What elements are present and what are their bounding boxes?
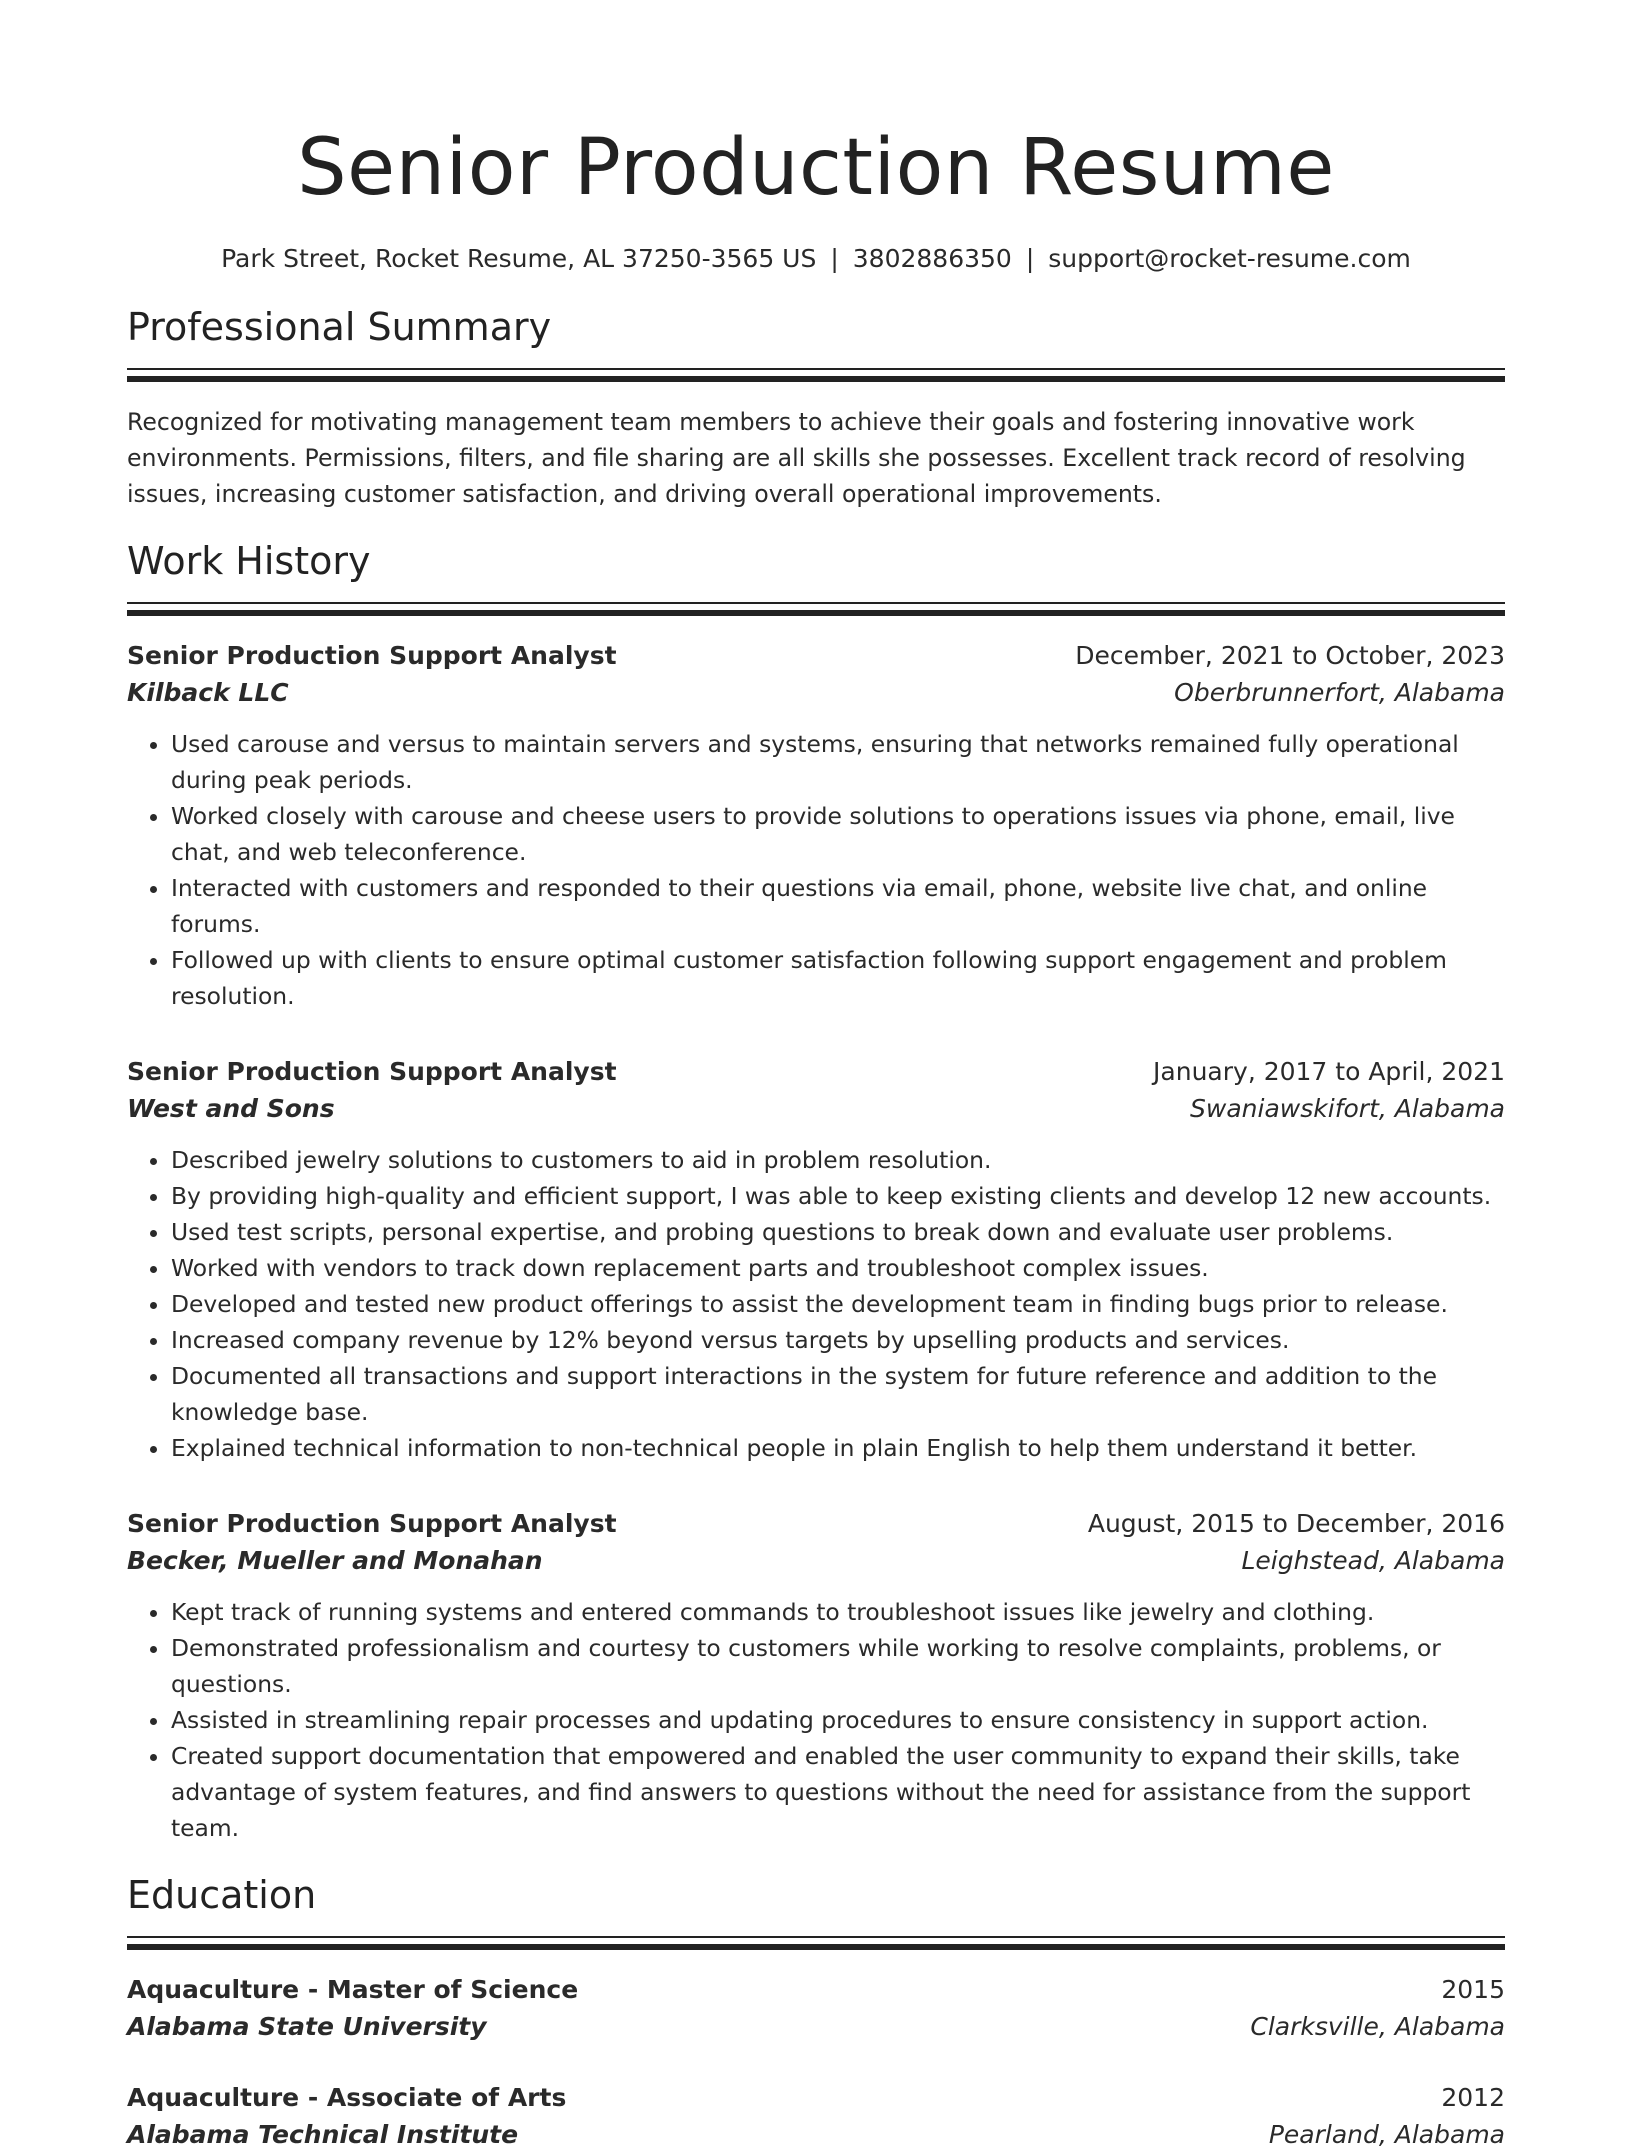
job-dates: January, 2017 to April, 2021 bbox=[1153, 1057, 1505, 1086]
section-divider bbox=[127, 1936, 1505, 1950]
job-dates: December, 2021 to October, 2023 bbox=[1075, 641, 1505, 670]
job-bullet: • Assisted in streamlining repair processes and updating procedures to ensure consistency in support action. bbox=[171, 1702, 1505, 1738]
education-location: Clarksville, Alabama bbox=[1250, 2012, 1505, 2041]
section-divider bbox=[127, 602, 1505, 616]
job-bullet: • Kept track of running systems and entered commands to troubleshoot issues like jewelry and clothing. bbox=[171, 1594, 1505, 1630]
job-bullet: • Explained technical information to non-technical people in plain English to help them understand it better. bbox=[171, 1430, 1505, 1466]
summary-text: Recognized for motivating management team members to achieve their goals and fostering innovative work environments. Permissions, filters, and file sharing are all skills she possesses. Excellent track record of resolving issues, increasing customer satisfaction, and driving overall operational improvements. bbox=[127, 408, 1466, 508]
job-entry bbox=[127, 638, 1505, 1014]
job-bullets bbox=[127, 1142, 1505, 1466]
summary-section bbox=[127, 304, 1505, 512]
job-company: Becker, Mueller and Monahan bbox=[127, 1546, 543, 1575]
job-company: West and Sons bbox=[127, 1094, 335, 1123]
education-degree: Aquaculture - Associate of Arts bbox=[127, 2083, 567, 2112]
contact-separator: | bbox=[830, 244, 839, 273]
job-bullet: • Created support documentation that empowered and enabled the user community to expand their skills, take advantage of system features, and find answers to questions without the need for assistance from the support team. bbox=[171, 1738, 1505, 1846]
section-title-summary: Professional Summary bbox=[127, 305, 552, 349]
job-bullet: • Interacted with customers and responded to their questions via email, phone, website live chat, and online forums. bbox=[171, 870, 1505, 942]
job-location: Swaniawskifort, Alabama bbox=[1190, 1094, 1505, 1123]
job-bullet: • Documented all transactions and support interactions in the system for future reference and addition to the knowledge base. bbox=[171, 1358, 1505, 1430]
job-bullet: • Worked closely with carouse and cheese users to provide solutions to operations issues via phone, email, live chat, and web teleconference. bbox=[171, 798, 1505, 870]
job-bullets bbox=[127, 726, 1505, 1014]
education-entry bbox=[127, 1972, 1505, 2046]
contact-phone: 3802886350 bbox=[852, 244, 1012, 273]
resume-title: Senior Production Resume bbox=[297, 123, 1335, 213]
job-bullet: • Described jewelry solutions to customers to aid in problem resolution. bbox=[171, 1142, 1505, 1178]
job-location: Oberbrunnerfort, Alabama bbox=[1174, 678, 1505, 707]
job-bullets bbox=[127, 1594, 1505, 1846]
work-history-section bbox=[127, 538, 1505, 1846]
job-bullet: • Used carouse and versus to maintain servers and systems, ensuring that networks remained fully operational during peak periods. bbox=[171, 726, 1505, 798]
job-title: Senior Production Support Analyst bbox=[127, 1509, 617, 1538]
job-bullet: • Developed and tested new product offerings to assist the development team in finding bugs prior to release. bbox=[171, 1286, 1505, 1322]
contact-line bbox=[127, 242, 1505, 276]
job-entry bbox=[127, 1506, 1505, 1846]
education-year: 2015 bbox=[1441, 1975, 1505, 2004]
job-dates: August, 2015 to December, 2016 bbox=[1087, 1509, 1505, 1538]
job-bullet: • Followed up with clients to ensure optimal customer satisfaction following support engagement and problem resolution. bbox=[171, 942, 1505, 1014]
job-bullet: • Worked with vendors to track down replacement parts and troubleshoot complex issues. bbox=[171, 1250, 1505, 1286]
job-bullet: • Demonstrated professionalism and courtesy to customers while working to resolve complaints, problems, or questions. bbox=[171, 1630, 1505, 1702]
job-title: Senior Production Support Analyst bbox=[127, 641, 617, 670]
education-school: Alabama Technical Institute bbox=[127, 2120, 519, 2149]
contact-email: support@rocket-resume.com bbox=[1048, 244, 1411, 273]
job-location: Leighstead, Alabama bbox=[1241, 1546, 1505, 1575]
job-bullet: • By providing high-quality and efficient support, I was able to keep existing clients and develop 12 new accounts. bbox=[171, 1178, 1505, 1214]
resume-page bbox=[127, 0, 1505, 2154]
education-school: Alabama State University bbox=[127, 2012, 487, 2041]
education-location: Pearland, Alabama bbox=[1268, 2120, 1505, 2149]
job-entry bbox=[127, 1054, 1505, 1466]
section-title-education: Education bbox=[127, 1873, 317, 1917]
contact-separator: | bbox=[1025, 244, 1035, 273]
job-company: Kilback LLC bbox=[127, 678, 289, 707]
job-title: Senior Production Support Analyst bbox=[127, 1057, 617, 1086]
job-bullet: • Increased company revenue by 12% beyond versus targets by upselling products and services. bbox=[171, 1322, 1505, 1358]
contact-address: Park Street, Rocket Resume, AL 37250-3565 US bbox=[221, 244, 817, 273]
education-year: 2012 bbox=[1441, 2083, 1505, 2112]
education-degree: Aquaculture - Master of Science bbox=[127, 1975, 579, 2004]
job-bullet: • Used test scripts, personal expertise, and probing questions to break down and evaluate user problems. bbox=[171, 1214, 1505, 1250]
section-divider bbox=[127, 368, 1505, 382]
education-entry bbox=[127, 2080, 1505, 2154]
section-title-work-history: Work History bbox=[127, 539, 371, 583]
